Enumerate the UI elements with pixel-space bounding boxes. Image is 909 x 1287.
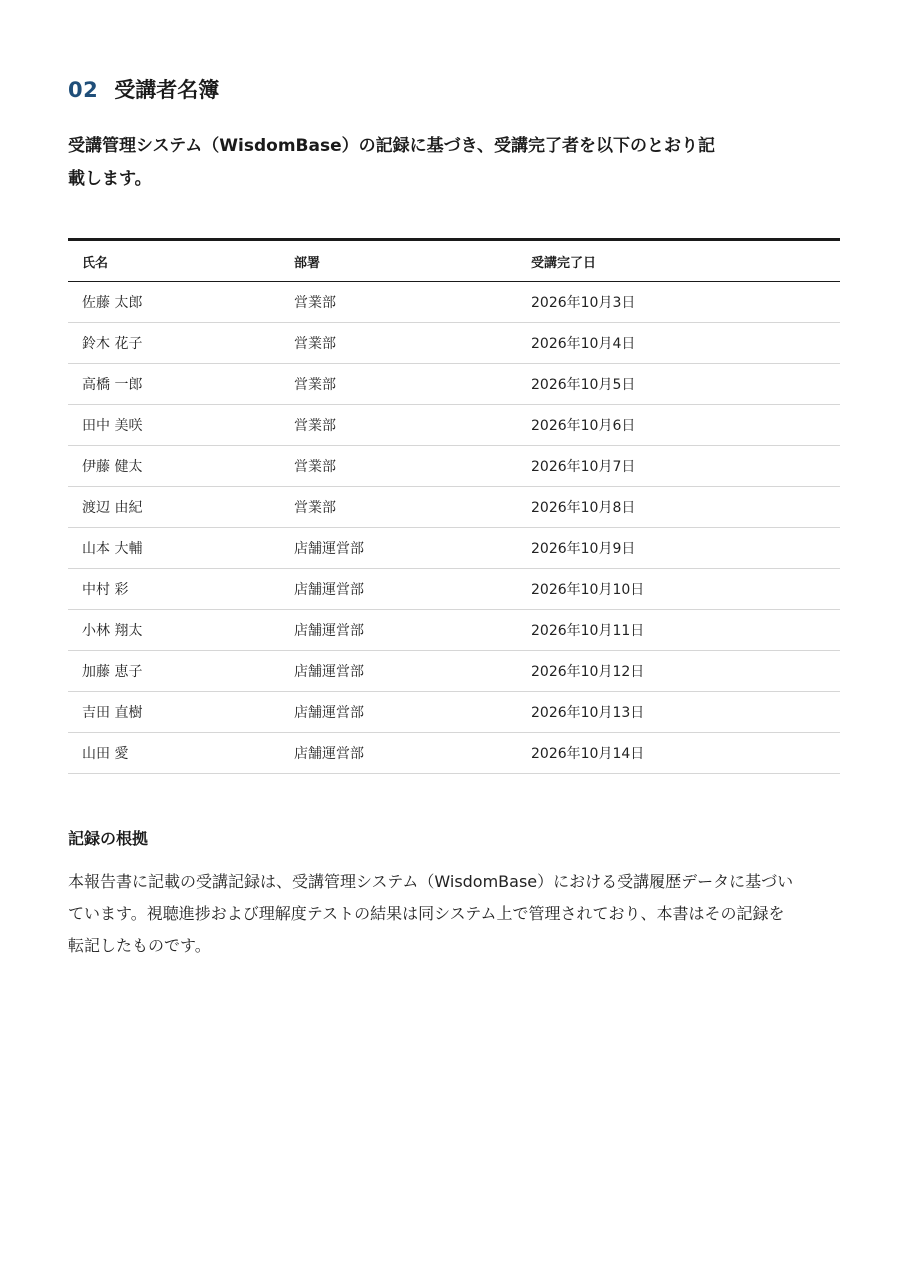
cell-name: 渡辺 由紀	[68, 487, 280, 528]
cell-department: 営業部	[280, 446, 517, 487]
section-number: 02	[68, 78, 99, 102]
header-department: 部署	[280, 240, 517, 282]
cell-department: 営業部	[280, 364, 517, 405]
cell-name: 吉田 直樹	[68, 692, 280, 733]
cell-department: 営業部	[280, 323, 517, 364]
cell-name: 佐藤 太郎	[68, 282, 280, 323]
table-row	[68, 733, 840, 774]
basis-paragraph: 本報告書に記載の受講記録は、受講管理システム（WisdomBase）における受講履歴データに基づいています。視聴進捗および理解度テストの結果は同システム上で管理されており、本書はその記録を転記したものです。	[68, 872, 794, 955]
cell-completion-date: 2026年10月5日	[517, 364, 840, 405]
table-row	[68, 446, 840, 487]
table-row	[68, 651, 840, 692]
cell-department: 店舗運営部	[280, 569, 517, 610]
cell-department: 店舗運営部	[280, 692, 517, 733]
roster-table	[68, 238, 840, 774]
cell-name: 小林 翔太	[68, 610, 280, 651]
header-completion-date: 受講完了日	[517, 240, 840, 282]
cell-completion-date: 2026年10月9日	[517, 528, 840, 569]
cell-name: 田中 美咲	[68, 405, 280, 446]
cell-completion-date: 2026年10月12日	[517, 651, 840, 692]
cell-name: 伊藤 健太	[68, 446, 280, 487]
intro-paragraph: 受講管理システム（WisdomBase）の記録に基づき、受講完了者を以下のとおり記載します。	[68, 136, 715, 189]
table-row	[68, 569, 840, 610]
cell-completion-date: 2026年10月6日	[517, 405, 840, 446]
section-heading	[68, 74, 219, 104]
cell-department: 店舗運営部	[280, 528, 517, 569]
table-row	[68, 487, 840, 528]
table-row	[68, 323, 840, 364]
cell-completion-date: 2026年10月4日	[517, 323, 840, 364]
cell-name: 山本 大輔	[68, 528, 280, 569]
cell-completion-date: 2026年10月11日	[517, 610, 840, 651]
table-row	[68, 282, 840, 323]
cell-department: 店舗運営部	[280, 651, 517, 692]
cell-department: 営業部	[280, 405, 517, 446]
cell-completion-date: 2026年10月3日	[517, 282, 840, 323]
table-row	[68, 610, 840, 651]
table-row	[68, 692, 840, 733]
cell-name: 山田 愛	[68, 733, 280, 774]
table-row	[68, 528, 840, 569]
cell-department: 店舗運営部	[280, 610, 517, 651]
table-row	[68, 364, 840, 405]
cell-name: 加藤 恵子	[68, 651, 280, 692]
table-header-row	[68, 240, 840, 282]
section-title: 受講者名簿	[114, 78, 220, 102]
cell-name: 高橋 一郎	[68, 364, 280, 405]
cell-completion-date: 2026年10月13日	[517, 692, 840, 733]
cell-department: 店舗運営部	[280, 733, 517, 774]
cell-completion-date: 2026年10月14日	[517, 733, 840, 774]
cell-completion-date: 2026年10月10日	[517, 569, 840, 610]
basis-heading: 記録の根拠	[68, 829, 149, 848]
cell-name: 鈴木 花子	[68, 323, 280, 364]
header-name: 氏名	[68, 240, 280, 282]
cell-name: 中村 彩	[68, 569, 280, 610]
cell-department: 営業部	[280, 487, 517, 528]
cell-completion-date: 2026年10月7日	[517, 446, 840, 487]
cell-department: 営業部	[280, 282, 517, 323]
table-row	[68, 405, 840, 446]
cell-completion-date: 2026年10月8日	[517, 487, 840, 528]
